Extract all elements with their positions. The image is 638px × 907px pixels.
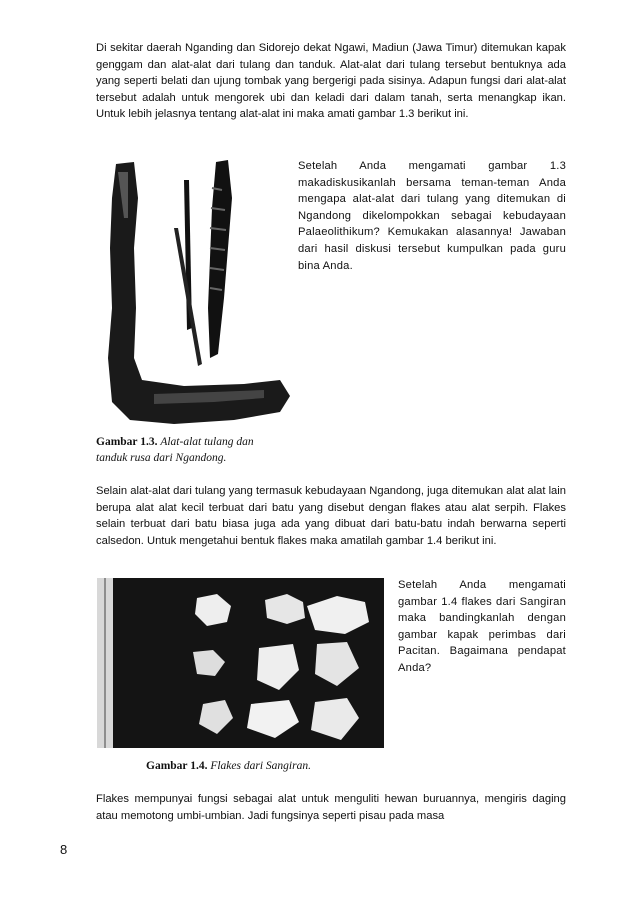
figure-2-caption-label: Gambar 1.4.	[146, 760, 208, 772]
page-number: 8	[60, 842, 68, 857]
figure-2-caption-text: Flakes dari Sangiran.	[210, 760, 311, 772]
figure-1-caption	[96, 434, 276, 466]
sidebar-question-1: Setelah Anda mengamati gambar 1.3 makadiskusikanlah bersama teman-teman Anda mengapa alat-alat dari tulang yang ditemukan di Ngandong dikelompokkan sebagai kebudayaan Palaeolithikum? Kemukakan alasannya! Jawaban dari hasil diskusi tersebut kumpulkan pada guru bina Anda.	[298, 160, 566, 272]
paragraph-intro: Di sekitar daerah Nganding dan Sidorejo dekat Ngawi, Madiun (Jawa Timur) ditemukan kapak genggam dan alat-alat dari tulang dan tanduk. Alat-alat dari tulang tersebut bentuknya ada yang seperti belati dan ujung tombak yang bergerigi pada sisinya. Adapun fungsi dari alat-alat tersebut adalah untuk mengorek ubi dan keladi dari dalam tanah, serta menangkap ikan. Untuk lebih jelasnya tentang alat-alat ini maka amati gambar 1.3 berikut ini.	[96, 42, 566, 121]
figure-flakes-image	[97, 578, 384, 748]
sidebar-question-2: Setelah Anda mengamati gambar 1.4 flakes dari Sangiran maka bandingkanlah dengan gambar kapak perimbas dari Pacitan. Bagaimana pendapat Anda?	[398, 579, 566, 674]
figure-2-caption	[146, 758, 366, 774]
paragraph-flakes-function: Flakes mempunyai fungsi sebagai alat untuk menguliti hewan buruannya, mengiris daging atau memotong umbi-umbian. Jadi fungsinya seperti pisau pada masa	[96, 793, 566, 822]
figure-bone-tools-image	[94, 158, 294, 430]
figure-1-caption-text: Alat-alat tulang dan tanduk rusa dari Ngandong.	[96, 436, 254, 464]
paragraph-flakes: Selain alat-alat dari tulang yang termasuk kebudayaan Ngandong, juga ditemukan alat alat lain berupa alat alat kecil terbuat dari batu yang disebut dengan flakes atau alat serpih. Flakes selain terbuat dari batu biasa juga ada yang dibuat dari batu-batu indah berwarna seperti calsedon. Untuk mengetahui bentuk flakes maka amatilah gambar 1.4 berikut ini.	[96, 485, 566, 547]
figure-1-caption-label: Gambar 1.3.	[96, 436, 158, 448]
